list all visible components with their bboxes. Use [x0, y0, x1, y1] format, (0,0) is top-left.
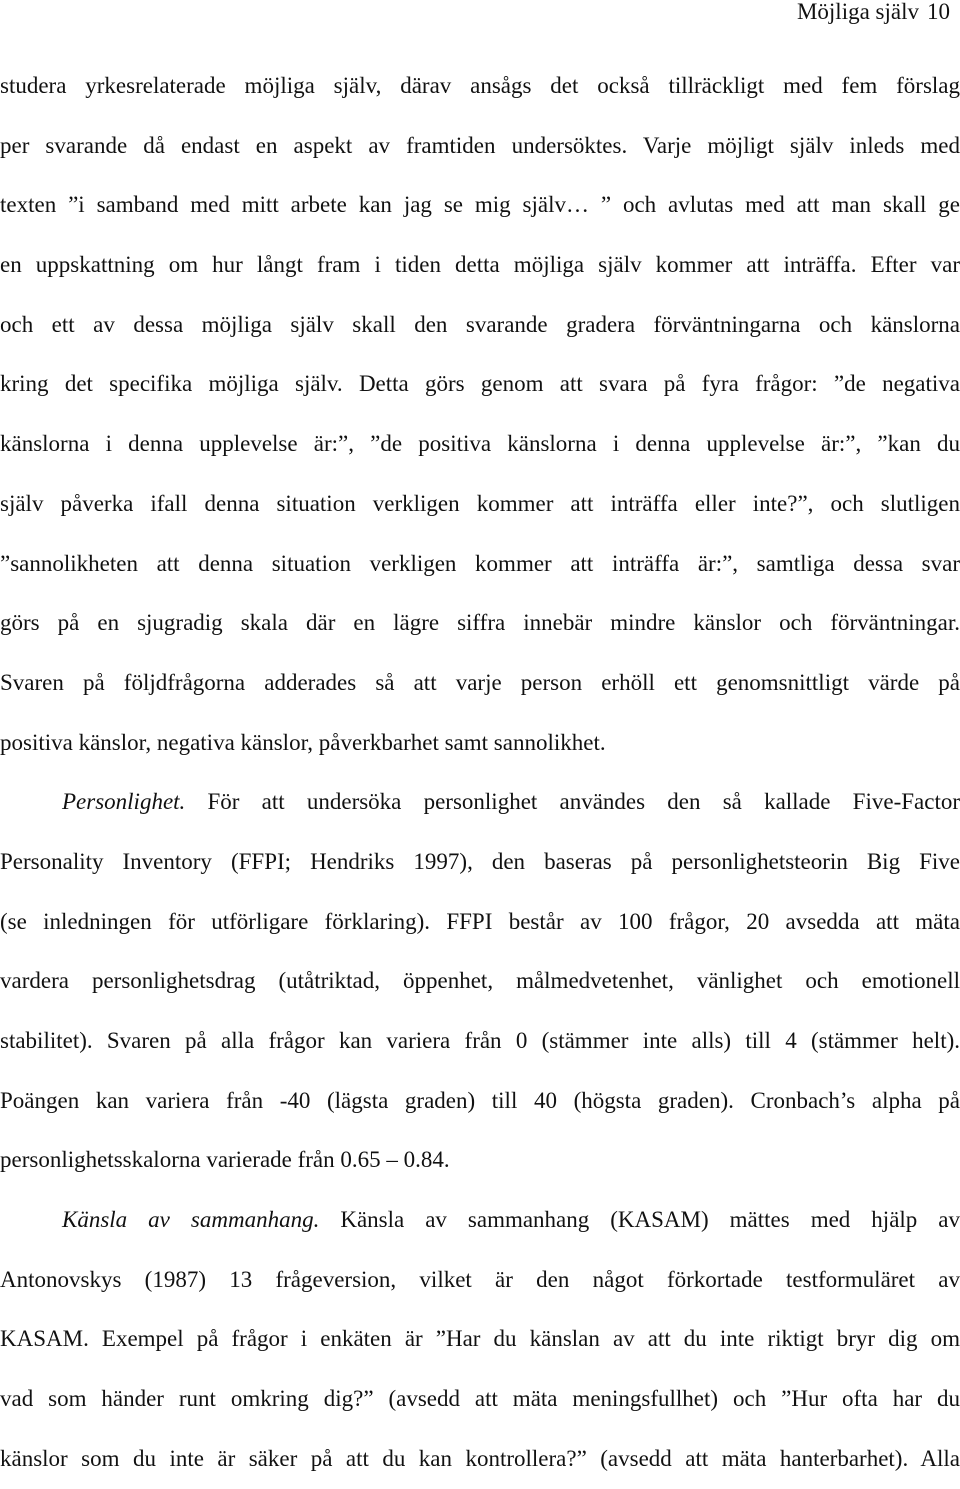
text-line: Personality Inventory (FFPI; Hendriks 1997), den baseras på personlighetsteorin Big Five [0, 848, 960, 874]
text-line: själv påverka ifall denna situation verkligen kommer att inträffa eller inte?”, och slutligen [0, 490, 960, 516]
text-line: positiva känslor, negativa känslor, påverkbarhet samt sannolikhet. [0, 729, 606, 755]
text-line: görs på en sjugradig skala där en lägre siffra innebär mindre känslor och förväntningar. [0, 610, 960, 636]
text-line: personlighetsskalorna varierade från 0.65 – 0.84. [0, 1147, 450, 1173]
section-heading-sense-of-coherence: Känsla av sammanhang. [62, 1207, 320, 1233]
text-line: vardera personlighetsdrag (utåtriktad, öppenhet, målmedvetenhet, vänlighet och emotionell [0, 968, 960, 994]
text-run: För att undersöka personlighet användes den så kallade Five-Factor [185, 789, 960, 815]
text-line: Poängen kan variera från -40 (lägsta graden) till 40 (högsta graden). Cronbach’s alpha på [0, 1087, 960, 1113]
page-number: 10 [927, 0, 950, 24]
text-line: Antonovskys (1987) 13 frågeversion, vilket är den något förkortade testformuläret av [0, 1266, 960, 1292]
paragraph-possible-selves [0, 56, 960, 772]
text-line [0, 772, 960, 832]
text-line: kring det specifika möjliga själv. Detta görs genom att svara på fyra frågor: ”de negativa [0, 371, 960, 397]
running-head-title: Möjliga själv [796, 0, 919, 24]
paragraph-personality [0, 772, 960, 1190]
text-line: ”sannolikheten att denna situation verkligen kommer att inträffa är:”, samtliga dessa svar [0, 550, 960, 576]
text-line: känslor som du inte är säker på att du kan kontrollera?” (avsedd att mäta hanterbarhet). Alla [0, 1445, 960, 1471]
paragraph-sense-of-coherence [0, 1190, 960, 1488]
text-line: KASAM. Exempel på frågor i enkäten är ”Har du känslan av att du inte riktigt bryr dig om [0, 1326, 960, 1352]
text-line: stabilitet). Svaren på alla frågor kan variera från 0 (stämmer inte alls) till 4 (stämmer helt). [0, 1028, 960, 1053]
body-text [0, 56, 960, 1489]
text-run: Känsla av sammanhang (KASAM) mättes med hjälp av [319, 1207, 960, 1233]
text-line: Svaren på följdfrågorna adderades så att varje person erhöll ett genomsnittligt värde på [0, 669, 960, 695]
text-line: och ett av dessa möjliga själv skall den svarande gradera förväntningarna och känslorna [0, 311, 960, 337]
text-line: vad som händer runt omkring dig?” (avsedd att mäta meningsfullhet) och ”Hur ofta har du [0, 1386, 960, 1412]
section-heading-personality: Personlighet. [62, 789, 186, 815]
text-line [0, 1190, 960, 1250]
text-line: (se inledningen för utförligare förklaring). FFPI består av 100 frågor, 20 avsedda att mäta [0, 908, 960, 934]
text-line: en uppskattning om hur långt fram i tiden detta möjliga själv kommer att inträffa. Efter var [0, 252, 960, 278]
running-head [797, 0, 950, 27]
text-line: studera yrkesrelaterade möjliga själv, därav ansågs det också tillräckligt med fem förslag [0, 73, 960, 98]
text-line: per svarande då endast en aspekt av framtiden undersöktes. Varje möjligt själv inleds med [0, 132, 960, 158]
text-line: känslorna i denna upplevelse är:”, ”de positiva känslorna i denna upplevelse är:”, ”kan du [0, 431, 960, 457]
text-line: texten ”i samband med mitt arbete kan jag se mig själv… ” och avlutas med att man skall ge [0, 192, 960, 218]
